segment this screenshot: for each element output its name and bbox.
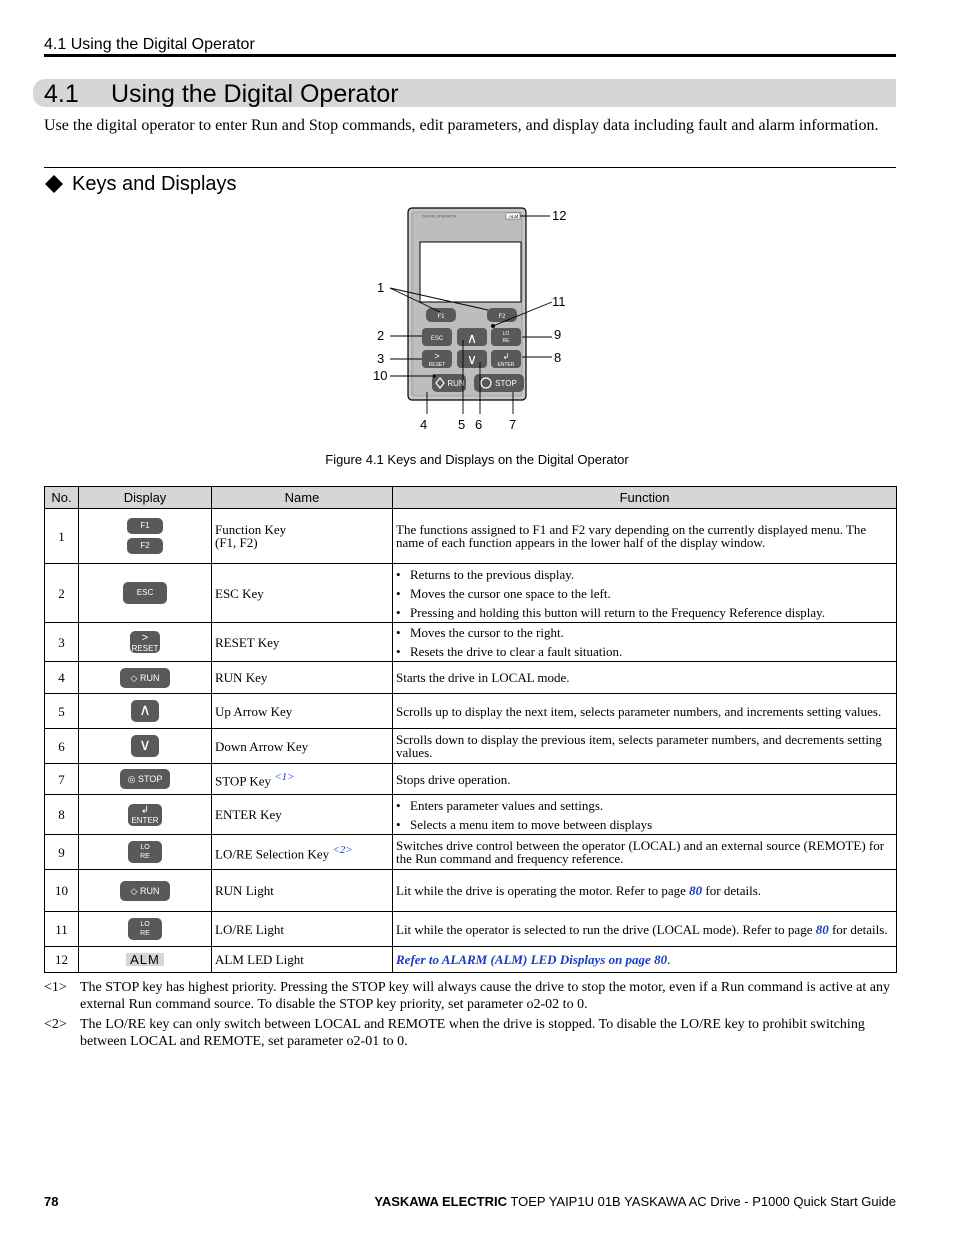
- svg-text:F1: F1: [437, 314, 445, 320]
- intro-rule: [44, 167, 896, 168]
- svg-text:∨: ∨: [466, 351, 478, 367]
- table-row: 12 ALM ALM LED Light Refer to ALARM (ALM) LED Displays on page 80.: [45, 947, 897, 973]
- table-row: 5 ∧ Up Arrow Key Scrolls up to display the next item, selects parameter numbers, and increments setting values.: [45, 694, 897, 729]
- figure-caption: Figure 4.1 Keys and Displays on the Digital Operator: [325, 452, 629, 467]
- callout-6: 6: [475, 417, 483, 432]
- lo-re-key-icon: LO RE: [128, 841, 162, 863]
- header-function: Function: [393, 487, 897, 509]
- svg-text:↲: ↲: [502, 352, 510, 361]
- svg-text:F2: F2: [498, 314, 506, 320]
- footer-text: YASKAWA ELECTRIC TOEP YAIP1U 01B YASKAWA AC Drive - P1000 Quick Start Guide: [374, 1194, 896, 1209]
- run-light: [432, 374, 435, 377]
- svg-text:ESC: ESC: [430, 336, 444, 342]
- table-row: 7 ◎ STOP STOP Key $^{<1>}$ Stops drive operation.: [45, 764, 897, 795]
- stop-key-icon: ◎ STOP: [120, 769, 170, 789]
- table-row: 9 LO RE LO/RE Selection Key $^{<2>}$ Switches drive control between the operator (LOCAL) and an external source (REMOTE) for the Run command and frequency reference.: [45, 835, 897, 870]
- table-row: 10 ◇ RUN RUN Light Lit while the drive is operating the motor. Refer to page 80 for details.: [45, 870, 897, 912]
- table-header-row: [45, 487, 897, 509]
- header-rule: [44, 54, 896, 57]
- header-display: Display: [79, 487, 212, 509]
- up-arrow-icon: ∧: [131, 700, 159, 722]
- header-name: Name: [212, 487, 393, 509]
- callout-5: 5: [458, 417, 466, 432]
- header-no: No.: [45, 487, 79, 509]
- intro-paragraph: Use the digital operator to enter Run and Stop commands, edit parameters, and display data including fault and alarm information.: [44, 117, 879, 134]
- f1-key-icon: F1: [127, 518, 163, 534]
- f2-key-icon: F2: [127, 538, 163, 554]
- svg-text:RE: RE: [502, 338, 510, 344]
- table-row: 6 ∨ Down Arrow Key Scrolls down to display the previous item, selects parameter numbers, and decrements setting values.: [45, 729, 897, 764]
- footnote-ref-1[interactable]: <1>: [274, 770, 295, 783]
- lcd-display: [420, 242, 521, 302]
- footnotes: [44, 979, 898, 1053]
- callout-3: 3: [377, 351, 385, 366]
- svg-text:∧: ∧: [466, 330, 478, 346]
- enter-key-icon: ↲ ENTER: [128, 804, 162, 826]
- svg-text:STOP: STOP: [495, 379, 517, 388]
- down-arrow-icon: ∨: [131, 735, 159, 757]
- svg-text:ENTER: ENTER: [497, 362, 515, 368]
- callout-4: 4: [420, 417, 428, 432]
- alm-display: ALM: [126, 953, 164, 966]
- diamond-bullet-icon: [44, 174, 64, 194]
- callout-7: 7: [509, 417, 517, 432]
- footnote-2: <2> The LO/RE key can only switch between LOCAL and REMOTE when the drive is stopped. To disable the LO/RE key to prohibit switching between LOCAL and REMOTE, set parameter o2-01 to 0.: [44, 1017, 865, 1049]
- footnote-1: <1> The STOP key has highest priority. Pressing the STOP key will always cause the drive to stop the motor, even if a Run command is active at any external Run command source. To disable the STOP key priority, set parameter o2-02 to 0.: [44, 980, 890, 1012]
- page-number: 78: [44, 1194, 59, 1209]
- page-link[interactable]: 80: [815, 921, 829, 937]
- table-row: 2 ESC ESC Key • Returns to the previous display. • Moves the cursor one space to the left. • Pressing and holding this button will return to the Frequency Reference display.: [45, 564, 897, 623]
- alarm-led-link[interactable]: Refer to ALARM (ALM) LED Displays on page 80: [396, 952, 668, 967]
- callout-9: 9: [554, 327, 562, 342]
- running-header: 4.1 Using the Digital Operator: [44, 36, 255, 53]
- reset-key-icon: > RESET: [131, 632, 159, 653]
- run-light-icon: ◇ RUN: [120, 881, 170, 901]
- table-row: 11 LO RE LO/RE Light Lit while the operator is selected to run the drive (LOCAL mode). Refer to page 80 for details.: [45, 912, 897, 947]
- svg-text:LO: LO: [502, 331, 510, 337]
- svg-text:RESET: RESET: [428, 362, 446, 368]
- run-key-icon: ◇ RUN: [120, 668, 170, 688]
- callout-12: 12: [552, 208, 567, 223]
- footnote-ref-2[interactable]: <2>: [332, 843, 353, 856]
- callout-10: 10: [373, 368, 388, 383]
- panel-label: DIGITAL OPERATOR: [422, 214, 457, 219]
- svg-text:RUN: RUN: [447, 379, 465, 388]
- alm-led-label: ALM: [509, 214, 519, 219]
- table-row: 1 F1 F2 Function Key (F1, F2) The functions assigned to F1 and F2 vary depending on the currently displayed menu. The name of each function appears in the lower half of the display window.: [45, 509, 897, 564]
- esc-key-icon: ESC: [123, 582, 167, 604]
- section-number: 4.1: [44, 80, 79, 108]
- page-link[interactable]: 80: [689, 883, 703, 898]
- digital-operator-figure: [360, 200, 580, 440]
- section-title: Using the Digital Operator: [111, 80, 399, 108]
- keys-displays-table: [44, 486, 897, 973]
- svg-text:>: >: [434, 351, 440, 361]
- callout-8: 8: [554, 350, 562, 365]
- table-row: 3 > RESET RESET Key • Moves the cursor to the right. • Resets the drive to clear a fault situation.: [45, 623, 897, 662]
- subsection-title: Keys and Displays: [72, 173, 237, 195]
- callout-1: 1: [377, 280, 385, 295]
- callout-2: 2: [377, 328, 385, 343]
- table-row: 4 ◇ RUN RUN Key Starts the drive in LOCAL mode.: [45, 662, 897, 694]
- table-row: 8 ↲ ENTER ENTER Key • Enters parameter values and settings. • Selects a menu item to move between displays: [45, 795, 897, 835]
- callout-11: 11: [552, 294, 566, 309]
- lo-re-light-icon: LO RE: [128, 918, 162, 940]
